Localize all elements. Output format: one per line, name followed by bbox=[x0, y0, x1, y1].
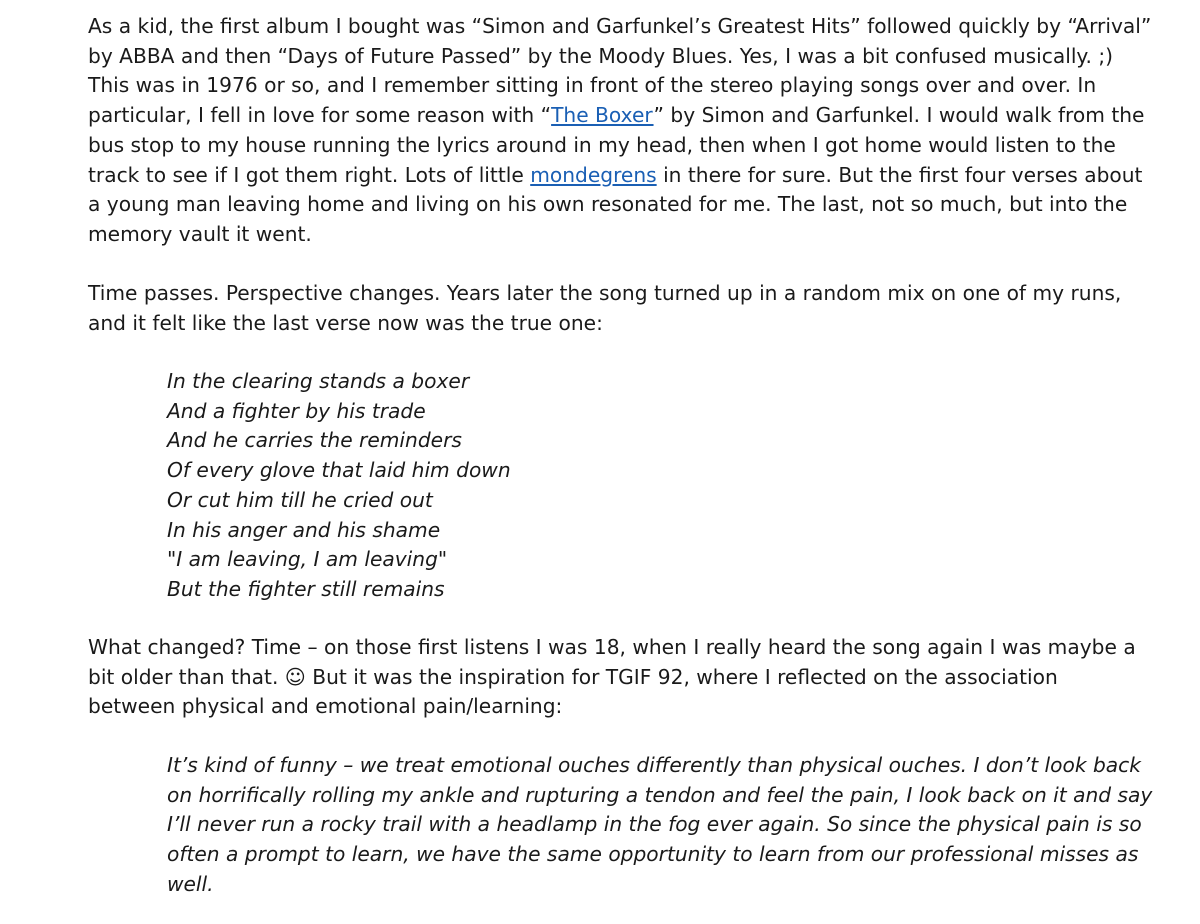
the-boxer-link[interactable]: The Boxer bbox=[551, 103, 654, 128]
quote-line: often a prompt to learn, we have the same opportunity to learn from our professional misses as bbox=[167, 842, 1139, 867]
paragraph-what-changed bbox=[88, 633, 1136, 722]
text-line: a young man leaving home and living on his own resonated for me. The last, not so much, but into the bbox=[88, 192, 1128, 217]
verse-line: And he carries the reminders bbox=[167, 428, 462, 453]
text-segment: ” by Simon and Garfunkel. I would walk from the bbox=[653, 103, 1145, 128]
quote-line: well. bbox=[167, 871, 214, 896]
text-line: bus stop to my house running the lyrics around in my head, then when I got home would listen to the bbox=[88, 132, 1116, 157]
text-line bbox=[88, 101, 1151, 131]
verse-line: "I am leaving, I am leaving" bbox=[167, 547, 448, 572]
quote-line: It’s kind of funny – we treat emotional ouches differently than physical ouches. I don’t look back bbox=[167, 753, 1141, 777]
text-line: As a kid, the first album I bought was “Simon and Garfunkel’s Greatest Hits” followed quickly by “Arrival” bbox=[88, 14, 1152, 38]
mondegrens-link[interactable]: mondegrens bbox=[530, 162, 657, 187]
paragraph-first-album bbox=[88, 12, 1151, 250]
text-line: Time passes. Perspective changes. Years later the song turned up in a random mix on one of my runs, bbox=[88, 281, 1122, 305]
lyrics-verse bbox=[167, 367, 511, 605]
text-segment: particular, I fell in love for some reason with “ bbox=[88, 103, 552, 128]
verse-line: In his anger and his shame bbox=[167, 517, 441, 542]
quote-line: I’ll never run a rocky trail with a headlamp in the fog ever again. So since the physical pain is so bbox=[167, 812, 1142, 837]
text-line: memory vault it went. bbox=[88, 221, 312, 246]
text-segment: in there for sure. But the first four verses about bbox=[656, 162, 1143, 187]
text-segment: track to see if I got them right. Lots of little bbox=[88, 162, 531, 187]
paragraph-time-passes bbox=[88, 279, 1121, 338]
text-line: What changed? Time – on those first listens I was 18, when I really heard the song again I was maybe a bbox=[88, 635, 1136, 659]
text-line: This was in 1976 or so, and I remember sitting in front of the stereo playing songs over and over. In bbox=[88, 73, 1097, 98]
text-line: and it felt like the last verse now was the true one: bbox=[88, 310, 603, 335]
text-line bbox=[88, 161, 1151, 191]
quote-line: on horrifically rolling my ankle and rupturing a tendon and feel the pain, I look back on it and say bbox=[167, 782, 1153, 807]
verse-line: In the clearing stands a boxer bbox=[167, 369, 470, 393]
verse-line: But the fighter still remains bbox=[167, 576, 445, 601]
verse-line: And a fighter by his trade bbox=[167, 398, 426, 423]
text-line: by ABBA and then “Days of Future Passed” by the Moody Blues. Yes, I was a bit confused musically. ;) bbox=[88, 43, 1114, 68]
block-quote-tgif-92 bbox=[167, 751, 1152, 900]
verse-line: Of every glove that laid him down bbox=[167, 458, 511, 483]
verse-line: Or cut him till he cried out bbox=[167, 487, 433, 512]
text-line: between physical and emotional pain/learning: bbox=[88, 694, 563, 719]
text-line: bit older than that. ☺ But it was the inspiration for TGIF 92, where I reflected on the association bbox=[88, 664, 1058, 689]
